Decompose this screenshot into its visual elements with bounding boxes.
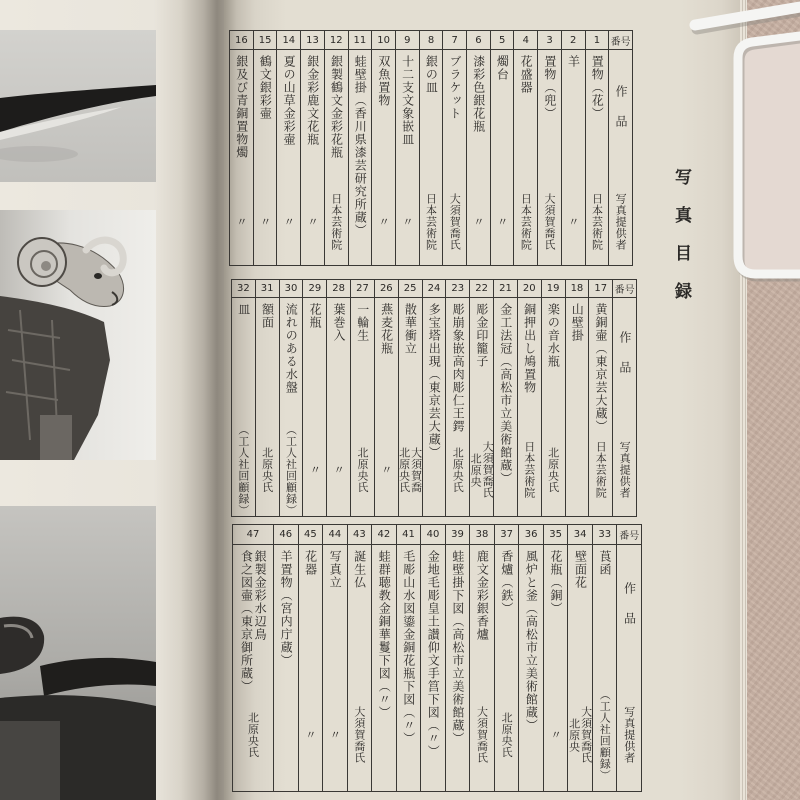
header-provider-label: 写真提供者 [622, 706, 636, 764]
entry-provider-cell [420, 179, 443, 265]
page-title: 写真目録 [671, 168, 691, 320]
catalog-entry [466, 31, 490, 265]
entry-title: 鹿文金彩銀香爐 [475, 550, 490, 641]
entry-work-cell [299, 545, 323, 679]
catalog-entry [445, 280, 469, 516]
header-number-label: 番号 [617, 525, 641, 545]
entry-provider-cell [491, 179, 514, 265]
entry-work-cell [348, 545, 372, 679]
entry-provider-cell [323, 679, 347, 791]
entry-work-cell [421, 545, 445, 791]
entry-provider-cell [544, 679, 568, 791]
entry-title: 花器 [303, 550, 318, 576]
catalog-entry [326, 280, 350, 516]
entry-provider: 北原央 [469, 452, 483, 488]
entry-title: 花瓶 [308, 303, 323, 329]
entry-provider-cell [301, 179, 324, 265]
entry-work-cell [589, 298, 612, 433]
entry-provider: 北原央氏 [246, 712, 260, 758]
catalog-entry [232, 280, 255, 516]
entry-work-cell [568, 545, 592, 679]
entry-title: 夏の山草金彩壷 [282, 55, 297, 146]
entry-number: 2 [562, 31, 585, 50]
entry-title: 流れのある水盤 [284, 303, 299, 394]
entry-provider: 〃 [566, 216, 580, 228]
artwork-photo-2 [0, 210, 156, 460]
header-work-label: 作品 [613, 84, 628, 145]
entry-number: 14 [277, 31, 300, 50]
entry-number: 9 [396, 31, 419, 50]
entry-number: 33 [593, 525, 617, 545]
entry-work-cell [538, 50, 561, 179]
entry-title: 金地毛彫皇土讃仰文手筥下図（〃） [426, 550, 441, 758]
catalog-entry [279, 280, 303, 516]
entry-provider-cell [562, 179, 585, 265]
header-column [612, 280, 636, 516]
entry-work-cell [542, 298, 565, 424]
entry-number: 42 [372, 525, 396, 545]
entry-provider-cell [327, 424, 350, 516]
catalog-entry [565, 280, 589, 516]
entry-number: 19 [542, 280, 565, 298]
entry-work-cell [423, 298, 446, 516]
entry-work-cell [446, 545, 470, 791]
entry-provider: 北原央氏 [500, 712, 514, 758]
entry-title: 十二支文象嵌皿 [400, 55, 415, 146]
entry-provider-cell [542, 424, 565, 516]
entry-title: 置物（花） [590, 55, 605, 120]
entry-work-cell [470, 298, 493, 424]
entry-title: 写真立 [328, 550, 343, 589]
catalog-entry [517, 280, 541, 516]
entry-number: 37 [495, 525, 519, 545]
entry-title: 香爐（鉄） [499, 550, 514, 615]
entry-work-cell [562, 50, 585, 179]
entry-number: 5 [491, 31, 514, 50]
catalog-entry [350, 280, 374, 516]
entry-provider-cell [399, 424, 422, 516]
entry-title: 置物（兜） [542, 55, 557, 120]
catalog-entry [371, 525, 396, 791]
catalog-entry [374, 280, 398, 516]
catalog-entry [253, 31, 277, 265]
entry-title: 双魚置物 [376, 55, 391, 107]
entry-provider: 日本芸術院 [590, 193, 604, 251]
entry-provider-cell [470, 679, 494, 791]
entry-number: 29 [303, 280, 326, 298]
header-work-cell [613, 298, 636, 424]
entry-provider: 日本芸術院 [522, 441, 536, 499]
entry-work-cell [396, 50, 419, 179]
entry-provider: 〃 [303, 729, 317, 741]
catalog-table-band-1 [229, 30, 633, 266]
entry-work-cell [372, 50, 395, 179]
entry-provider: 〃 [471, 216, 485, 228]
entry-work-cell [327, 298, 350, 424]
entry-provider: 日本芸術院 [519, 193, 533, 251]
catalog-entry [398, 280, 422, 516]
catalog-entry [541, 280, 565, 516]
entry-title: 銀金彩鹿文花瓶 [305, 55, 320, 146]
catalog-entry [255, 280, 279, 516]
entry-number: 13 [301, 31, 324, 50]
entry-title: 銀製金彩水辺鳥 [253, 550, 268, 641]
header-number-label: 番号 [613, 280, 636, 298]
entry-provider-cell [446, 424, 469, 516]
entry-provider: 北原央 [567, 717, 581, 753]
entry-work-cell [277, 50, 300, 179]
entry-number: 21 [494, 280, 517, 298]
entry-provider-cell [470, 424, 493, 516]
entry-provider: 大須賀喬氏 [543, 193, 557, 251]
catalog-entry [592, 525, 617, 791]
entry-title: 羊 [566, 55, 581, 68]
entry-title: 金工法冠（高松市立美術館蔵） [498, 303, 513, 485]
entry-work-cell [491, 50, 514, 179]
entry-provider-cell [538, 179, 561, 265]
entry-provider: 大須賀喬氏 [481, 441, 495, 499]
entry-provider: 〃 [332, 464, 346, 476]
entry-number: 35 [544, 525, 568, 545]
entry-number: 12 [325, 31, 348, 50]
entry-title: 羊置物（宮内庁蔵） [279, 550, 294, 667]
page-edges [740, 0, 747, 800]
entry-work-cell [301, 50, 324, 179]
entry-title: 毛彫山水図鎏金銅花瓶下図（〃） [401, 550, 416, 745]
entry-number: 6 [467, 31, 490, 50]
entry-title: 黄銅壷（東京芸大蔵） [594, 303, 609, 433]
entry-work-cell [232, 298, 255, 424]
catalog-entry [302, 280, 326, 516]
catalog-entry [422, 280, 446, 516]
entry-provider: 〃 [549, 729, 563, 741]
catalog-entry [561, 31, 585, 265]
entry-provider: （工人社回顧録） [598, 689, 612, 781]
entry-work-cell [514, 50, 537, 179]
catalog-entry [347, 525, 372, 791]
entry-work-cell [280, 298, 303, 424]
entry-title: 彫金印籠子 [474, 303, 489, 368]
catalog-entry [233, 525, 273, 791]
entry-number: 4 [514, 31, 537, 50]
catalog-entry [537, 31, 561, 265]
catalog-table-band-3 [232, 524, 642, 792]
entry-title: 山壁掛 [570, 303, 585, 342]
entry-number: 26 [375, 280, 398, 298]
entry-title: 楽の音水瓶 [546, 303, 561, 368]
entry-provider: 大須賀喬 [409, 447, 423, 493]
entry-work-cell [519, 545, 543, 791]
header-column [616, 525, 641, 791]
catalog-entry [298, 525, 323, 791]
entry-work-cell [256, 298, 279, 424]
entry-provider: 〃 [400, 216, 414, 228]
entry-work-cell [325, 50, 348, 179]
entry-provider: 〃 [306, 216, 319, 228]
entry-provider-cell [495, 679, 519, 791]
entry-work-cell [544, 545, 568, 679]
entry-provider-cell [396, 179, 419, 265]
catalog-entry [371, 31, 395, 265]
entry-work-cell [446, 298, 469, 433]
catalog-entry [276, 31, 300, 265]
entry-provider: （工人社回顧録） [284, 424, 298, 516]
entry-provider: 大須賀喬氏 [352, 706, 366, 764]
entry-work-cell [397, 545, 421, 791]
entry-provider-cell [568, 679, 592, 791]
entry-work-cell [254, 50, 277, 179]
entry-title: 銀及び青銅置物燭 [234, 55, 249, 159]
entry-title: 花瓶（銅） [548, 550, 563, 615]
entry-provider: 〃 [328, 729, 342, 741]
catalog-entry [445, 525, 470, 791]
entry-number: 28 [327, 280, 350, 298]
header-provider-label: 写真提供者 [614, 193, 628, 251]
entry-provider-cell [233, 679, 273, 791]
header-work-cell [609, 50, 632, 179]
header-work-label: 作品 [622, 582, 637, 642]
entry-provider-cell [593, 679, 617, 791]
entry-title: 壁面花 [573, 550, 588, 589]
entry-title: ブラケット [448, 55, 463, 120]
entry-number: 36 [519, 525, 543, 545]
catalog-entry [322, 525, 347, 791]
catalog-entry [395, 31, 419, 265]
entry-number: 17 [589, 280, 612, 298]
entry-work-cell [443, 50, 466, 179]
entry-number: 40 [421, 525, 445, 545]
entry-number: 34 [568, 525, 592, 545]
catalog-entry [493, 280, 517, 516]
entry-work-cell [593, 545, 617, 679]
entry-title: 風炉と釜（高松市立美術館蔵） [524, 550, 539, 732]
entry-provider-cell [232, 424, 255, 516]
entry-number: 23 [446, 280, 469, 298]
entry-provider-cell [230, 179, 253, 265]
artwork-photo-3 [0, 506, 156, 800]
entry-work-cell [323, 545, 347, 679]
entry-number: 15 [254, 31, 277, 50]
entry-number: 3 [538, 31, 561, 50]
entry-title: 食之図壷（東京御所蔵） [239, 550, 254, 693]
entry-title: 銅押出し鳩置物 [522, 303, 537, 394]
entry-number: 27 [351, 280, 374, 298]
entry-provider-cell [589, 424, 612, 516]
entry-number: 10 [372, 31, 395, 50]
entry-title: 銀の皿 [424, 55, 439, 94]
entry-provider-cell [299, 679, 323, 791]
header-provider-cell [609, 179, 632, 265]
entry-provider: 北原央氏 [260, 447, 274, 493]
entry-title: 彫崩象嵌高肉彫仁王鍔 [451, 303, 466, 433]
entry-provider-cell [586, 179, 609, 265]
entry-number: 30 [280, 280, 303, 298]
entry-work-cell [518, 298, 541, 424]
entry-provider: 〃 [308, 464, 322, 476]
entry-provider-cell [325, 179, 348, 265]
entry-provider: 北原央氏 [546, 447, 560, 493]
entry-number: 31 [256, 280, 279, 298]
entry-title: 多宝塔出現（東京芸大蔵） [427, 303, 442, 459]
entry-title: 燕麦花瓶 [379, 303, 394, 355]
catalog-entry [490, 31, 514, 265]
catalog-entry [348, 31, 372, 265]
entry-number: 24 [423, 280, 446, 298]
entry-title: 花盛器 [519, 55, 534, 94]
catalog-entry [469, 280, 493, 516]
entry-title: 葉巻入 [331, 303, 346, 342]
entry-provider-cell [351, 424, 374, 516]
entry-work-cell [303, 298, 326, 424]
entry-title: 燭台 [495, 55, 510, 81]
entry-provider: 大須賀喬氏 [579, 706, 593, 764]
entry-provider: 大須賀喬氏 [475, 706, 489, 764]
catalog-entry [567, 525, 592, 791]
entry-work-cell [467, 50, 490, 179]
entry-number: 8 [420, 31, 443, 50]
entry-provider: 〃 [258, 216, 272, 228]
entry-provider-cell [303, 424, 326, 516]
entry-provider: 北原央氏 [397, 447, 411, 493]
catalog-entry [513, 31, 537, 265]
catalog-entry [324, 31, 348, 265]
entry-title: 額面 [260, 303, 275, 329]
entry-work-cell [586, 50, 609, 179]
entry-provider-cell [277, 179, 300, 265]
entry-provider: 北原央氏 [451, 447, 465, 493]
entry-number: 39 [446, 525, 470, 545]
entry-provider-cell [372, 179, 395, 265]
entry-provider-cell [518, 424, 541, 516]
entry-work-cell [274, 545, 298, 791]
header-work-label: 作品 [617, 331, 632, 391]
catalog-entry [585, 31, 609, 265]
header-number-label: 番号 [609, 31, 632, 50]
catalog-entry [420, 525, 445, 791]
entry-provider-cell [443, 179, 466, 265]
entry-title: 蛙壁掛（香川県漆芸研究所蔵） [353, 55, 368, 237]
entry-work-cell [351, 298, 374, 424]
entry-work-cell [494, 298, 517, 516]
entry-number: 44 [323, 525, 347, 545]
entry-provider: 〃 [495, 216, 509, 228]
catalog-entry [419, 31, 443, 265]
entry-number: 11 [349, 31, 372, 50]
entry-title: 一輪生 [355, 303, 370, 342]
catalog-entry [300, 31, 324, 265]
entry-provider-cell [280, 424, 303, 516]
entry-provider: 日本芸術院 [329, 193, 343, 251]
entry-number: 16 [230, 31, 253, 50]
entry-title: 漆彩色銀花瓶 [471, 55, 486, 133]
entry-number: 18 [566, 280, 589, 298]
entry-number: 22 [470, 280, 493, 298]
entry-title: 誕生仏 [352, 550, 367, 589]
entry-title: 蛙群聴教金銅華鬘下図（〃） [377, 550, 392, 719]
entry-work-cell [399, 298, 422, 424]
entry-provider-cell [254, 179, 277, 265]
catalog-entry [494, 525, 519, 791]
catalog-entry [588, 280, 612, 516]
entry-provider: 日本芸術院 [424, 193, 438, 251]
header-provider-cell [617, 679, 641, 791]
artwork-photo-1 [0, 30, 156, 182]
catalog-entry [469, 525, 494, 791]
catalog-entry [230, 31, 253, 265]
entry-work-cell [233, 545, 273, 693]
entry-number: 41 [397, 525, 421, 545]
entry-number: 25 [399, 280, 422, 298]
entry-title: 銀製鶴文金彩花瓶 [329, 55, 344, 159]
catalog-table-band-2 [231, 279, 637, 517]
entry-provider-cell [467, 179, 490, 265]
entry-provider: 〃 [234, 216, 248, 228]
entry-work-cell [230, 50, 253, 179]
entry-number: 1 [586, 31, 609, 50]
entry-provider: 〃 [282, 216, 296, 228]
catalog-entry [543, 525, 568, 791]
header-provider-label: 写真提供者 [618, 441, 632, 499]
entry-provider-cell [375, 424, 398, 516]
entry-number: 20 [518, 280, 541, 298]
entry-number: 46 [274, 525, 298, 545]
entry-number: 43 [348, 525, 372, 545]
entry-provider: 日本芸術院 [594, 441, 608, 499]
entry-title: 鶴文銀彩壷 [258, 55, 273, 120]
entry-work-cell [495, 545, 519, 679]
entry-work-cell [375, 298, 398, 424]
entry-number: 32 [232, 280, 255, 298]
entry-work-cell [470, 545, 494, 679]
entry-provider: （工人社回顧録） [236, 424, 250, 516]
entry-title: 皿 [236, 303, 251, 316]
entry-number: 45 [299, 525, 323, 545]
entry-provider: 北原央氏 [355, 447, 369, 493]
entry-number: 7 [443, 31, 466, 50]
catalog-entry [273, 525, 298, 791]
entry-title: 莨函 [598, 550, 612, 576]
entry-work-cell [420, 50, 443, 179]
entry-title: 散華衝立 [403, 303, 418, 355]
entry-provider-cell [348, 679, 372, 791]
entry-work-cell [349, 50, 372, 265]
entry-provider-cell [256, 424, 279, 516]
entry-provider: 大須賀喬氏 [448, 193, 462, 251]
entry-title: 蛙壁掛下図（高松市立美術館蔵） [450, 550, 465, 745]
entry-provider: 〃 [379, 464, 393, 476]
entry-provider: 〃 [377, 216, 391, 228]
catalog-entry [518, 525, 543, 791]
entry-provider-cell [514, 179, 537, 265]
entry-work-cell [372, 545, 396, 791]
header-provider-cell [613, 424, 636, 516]
catalog-entry [396, 525, 421, 791]
catalog-entry [442, 31, 466, 265]
header-work-cell [617, 545, 641, 679]
entry-number: 38 [470, 525, 494, 545]
entry-number: 47 [233, 525, 273, 545]
header-column [608, 31, 632, 265]
entry-work-cell [566, 298, 589, 516]
